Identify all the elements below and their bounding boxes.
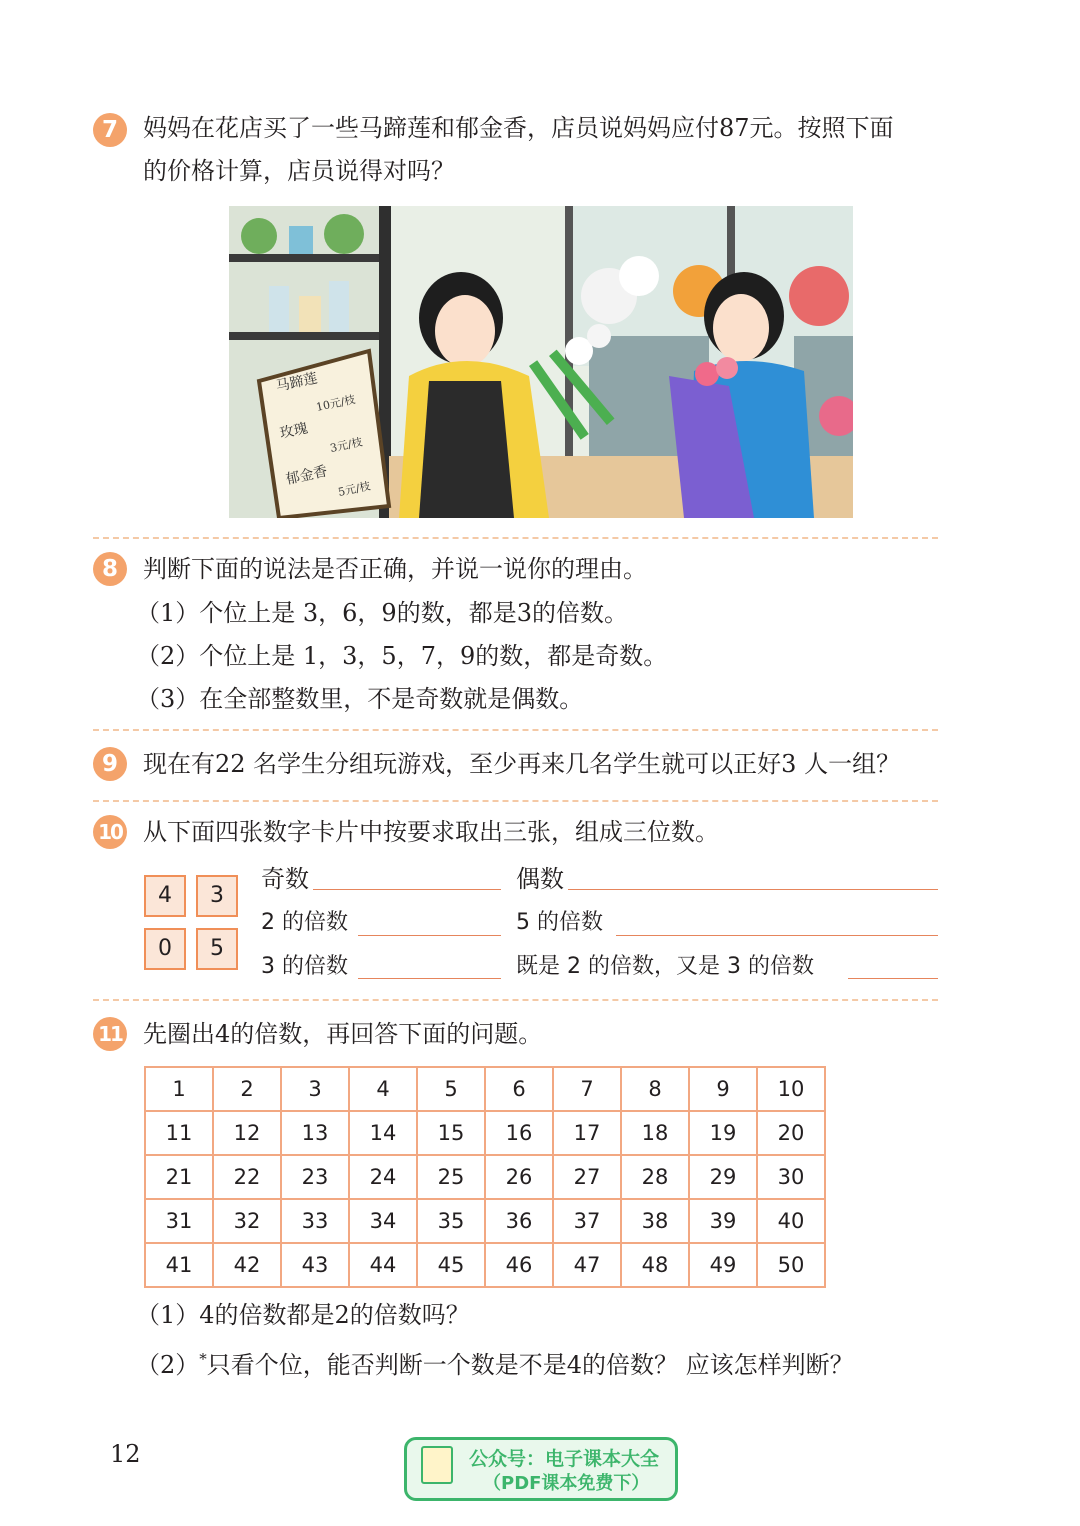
grid-cell[interactable]: 26	[485, 1155, 553, 1199]
grid-cell[interactable]: 19	[689, 1111, 757, 1155]
sign-price-2: 3元/枝	[328, 435, 364, 455]
watermark-stamp	[404, 1437, 678, 1501]
grid-cell[interactable]: 34	[349, 1199, 417, 1243]
grid-cell[interactable]: 10	[757, 1067, 825, 1111]
label-odd: 奇数	[261, 865, 309, 893]
grid-cell[interactable]: 35	[417, 1199, 485, 1243]
challenge-star-icon: *	[199, 1350, 207, 1368]
grid-cell[interactable]: 47	[553, 1243, 621, 1287]
grid-cell[interactable]: 11	[145, 1111, 213, 1155]
label-even: 偶数	[516, 865, 564, 893]
q7-text-line1: 妈妈在花店买了一些马蹄莲和郁金香，店员说妈妈应付87元。按照下面	[143, 114, 894, 142]
question-number-7: 7	[93, 113, 127, 147]
grid-cell[interactable]: 16	[485, 1111, 553, 1155]
divider	[93, 999, 938, 1001]
table-row	[145, 1111, 825, 1155]
sign-item-1: 马蹄莲	[274, 370, 319, 395]
grid-cell[interactable]: 46	[485, 1243, 553, 1287]
grid-cell[interactable]: 50	[757, 1243, 825, 1287]
grid-cell[interactable]: 30	[757, 1155, 825, 1199]
grid-cell[interactable]: 29	[689, 1155, 757, 1199]
q8-item-1: （1）个位上是 3，6，9的数，都是3的倍数。	[136, 599, 628, 627]
table-row	[145, 1199, 825, 1243]
grid-cell[interactable]: 9	[689, 1067, 757, 1111]
q8-stem: 判断下面的说法是否正确，并说一说你的理由。	[143, 555, 647, 583]
grid-cell[interactable]: 27	[553, 1155, 621, 1199]
grid-cell[interactable]: 1	[145, 1067, 213, 1111]
q8-item-2: （2）个位上是 1，3，5，7，9的数，都是奇数。	[136, 642, 668, 670]
grid-cell[interactable]: 3	[281, 1067, 349, 1111]
answer-blank-mult2[interactable]	[358, 935, 501, 936]
label-mult2: 2 的倍数	[261, 910, 348, 935]
divider	[93, 729, 938, 731]
grid-cell[interactable]: 45	[417, 1243, 485, 1287]
divider	[93, 537, 938, 539]
grid-cell[interactable]: 4	[349, 1067, 417, 1111]
label-mult5: 5 的倍数	[516, 910, 603, 935]
grid-cell[interactable]: 5	[417, 1067, 485, 1111]
q11-sub-2-text: 只看个位，能否判断一个数是不是4的倍数？ 应该怎样判断？	[206, 1351, 854, 1379]
book-icon	[421, 1446, 453, 1484]
q9-stem: 现在有22 名学生分组玩游戏，至少再来几名学生就可以正好3 人一组？	[143, 750, 901, 778]
sign-price-1: 10元/枝	[314, 392, 357, 414]
sign-price-3: 5元/枝	[336, 479, 372, 499]
question-number-8: 8	[93, 552, 127, 586]
table-row	[145, 1155, 825, 1199]
answer-blank-odd[interactable]	[313, 889, 501, 890]
grid-cell[interactable]: 40	[757, 1199, 825, 1243]
digit-card: 0	[144, 928, 186, 970]
grid-cell[interactable]: 8	[621, 1067, 689, 1111]
grid-cell[interactable]: 15	[417, 1111, 485, 1155]
grid-cell[interactable]: 17	[553, 1111, 621, 1155]
divider	[93, 800, 938, 802]
grid-cell[interactable]: 31	[145, 1199, 213, 1243]
question-number-10: 10	[93, 815, 127, 849]
grid-cell[interactable]: 12	[213, 1111, 281, 1155]
q10-stem: 从下面四张数字卡片中按要求取出三张，组成三位数。	[143, 818, 719, 846]
table-row	[145, 1243, 825, 1287]
q8-item-3: （3）在全部整数里，不是奇数就是偶数。	[136, 685, 584, 713]
grid-cell[interactable]: 39	[689, 1199, 757, 1243]
label-both: 既是 2 的倍数，又是 3 的倍数	[516, 954, 814, 979]
answer-blank-mult5[interactable]	[616, 935, 938, 936]
digit-card: 3	[196, 875, 238, 917]
answer-blank-both[interactable]	[848, 978, 938, 979]
grid-cell[interactable]: 43	[281, 1243, 349, 1287]
grid-cell[interactable]: 37	[553, 1199, 621, 1243]
grid-cell[interactable]: 48	[621, 1243, 689, 1287]
q11-stem: 先圈出4的倍数，再回答下面的问题。	[143, 1020, 543, 1048]
grid-cell[interactable]: 38	[621, 1199, 689, 1243]
grid-cell[interactable]: 49	[689, 1243, 757, 1287]
sign-item-2: 玫瑰	[278, 420, 310, 442]
grid-cell[interactable]: 33	[281, 1199, 349, 1243]
grid-cell[interactable]: 44	[349, 1243, 417, 1287]
grid-cell[interactable]: 22	[213, 1155, 281, 1199]
flower-shop-illustration	[229, 206, 853, 518]
digit-card: 4	[144, 875, 186, 917]
grid-cell[interactable]: 24	[349, 1155, 417, 1199]
q11-sub-2-prefix: （2）	[136, 1351, 200, 1379]
q7-text-line2: 的价格计算，店员说得对吗？	[143, 157, 455, 185]
grid-cell[interactable]: 21	[145, 1155, 213, 1199]
sign-item-3: 郁金香	[284, 463, 329, 488]
grid-cell[interactable]: 23	[281, 1155, 349, 1199]
grid-cell[interactable]: 7	[553, 1067, 621, 1111]
digit-card: 5	[196, 928, 238, 970]
answer-blank-even[interactable]	[568, 889, 938, 890]
grid-cell[interactable]: 28	[621, 1155, 689, 1199]
question-number-9: 9	[93, 747, 127, 781]
grid-cell[interactable]: 25	[417, 1155, 485, 1199]
table-row	[145, 1067, 825, 1111]
grid-cell[interactable]: 41	[145, 1243, 213, 1287]
grid-cell[interactable]: 6	[485, 1067, 553, 1111]
stamp-line-1: 公众号：电子课本大全	[469, 1448, 660, 1470]
q11-sub-1: （1）4的倍数都是2的倍数吗？	[136, 1301, 470, 1329]
grid-cell[interactable]: 36	[485, 1199, 553, 1243]
page-number: 12	[110, 1440, 141, 1468]
grid-cell[interactable]: 14	[349, 1111, 417, 1155]
q11-sub-2	[136, 1344, 854, 1380]
grid-cell[interactable]: 2	[213, 1067, 281, 1111]
question-number-11: 11	[93, 1017, 127, 1051]
stamp-line-2: （PDF课本免费下）	[483, 1473, 650, 1494]
grid-cell[interactable]: 18	[621, 1111, 689, 1155]
answer-blank-mult3[interactable]	[358, 978, 501, 979]
label-mult3: 3 的倍数	[261, 954, 348, 979]
grid-cell[interactable]: 42	[213, 1243, 281, 1287]
number-grid	[144, 1066, 826, 1288]
grid-cell[interactable]: 13	[281, 1111, 349, 1155]
grid-cell[interactable]: 20	[757, 1111, 825, 1155]
grid-cell[interactable]: 32	[213, 1199, 281, 1243]
